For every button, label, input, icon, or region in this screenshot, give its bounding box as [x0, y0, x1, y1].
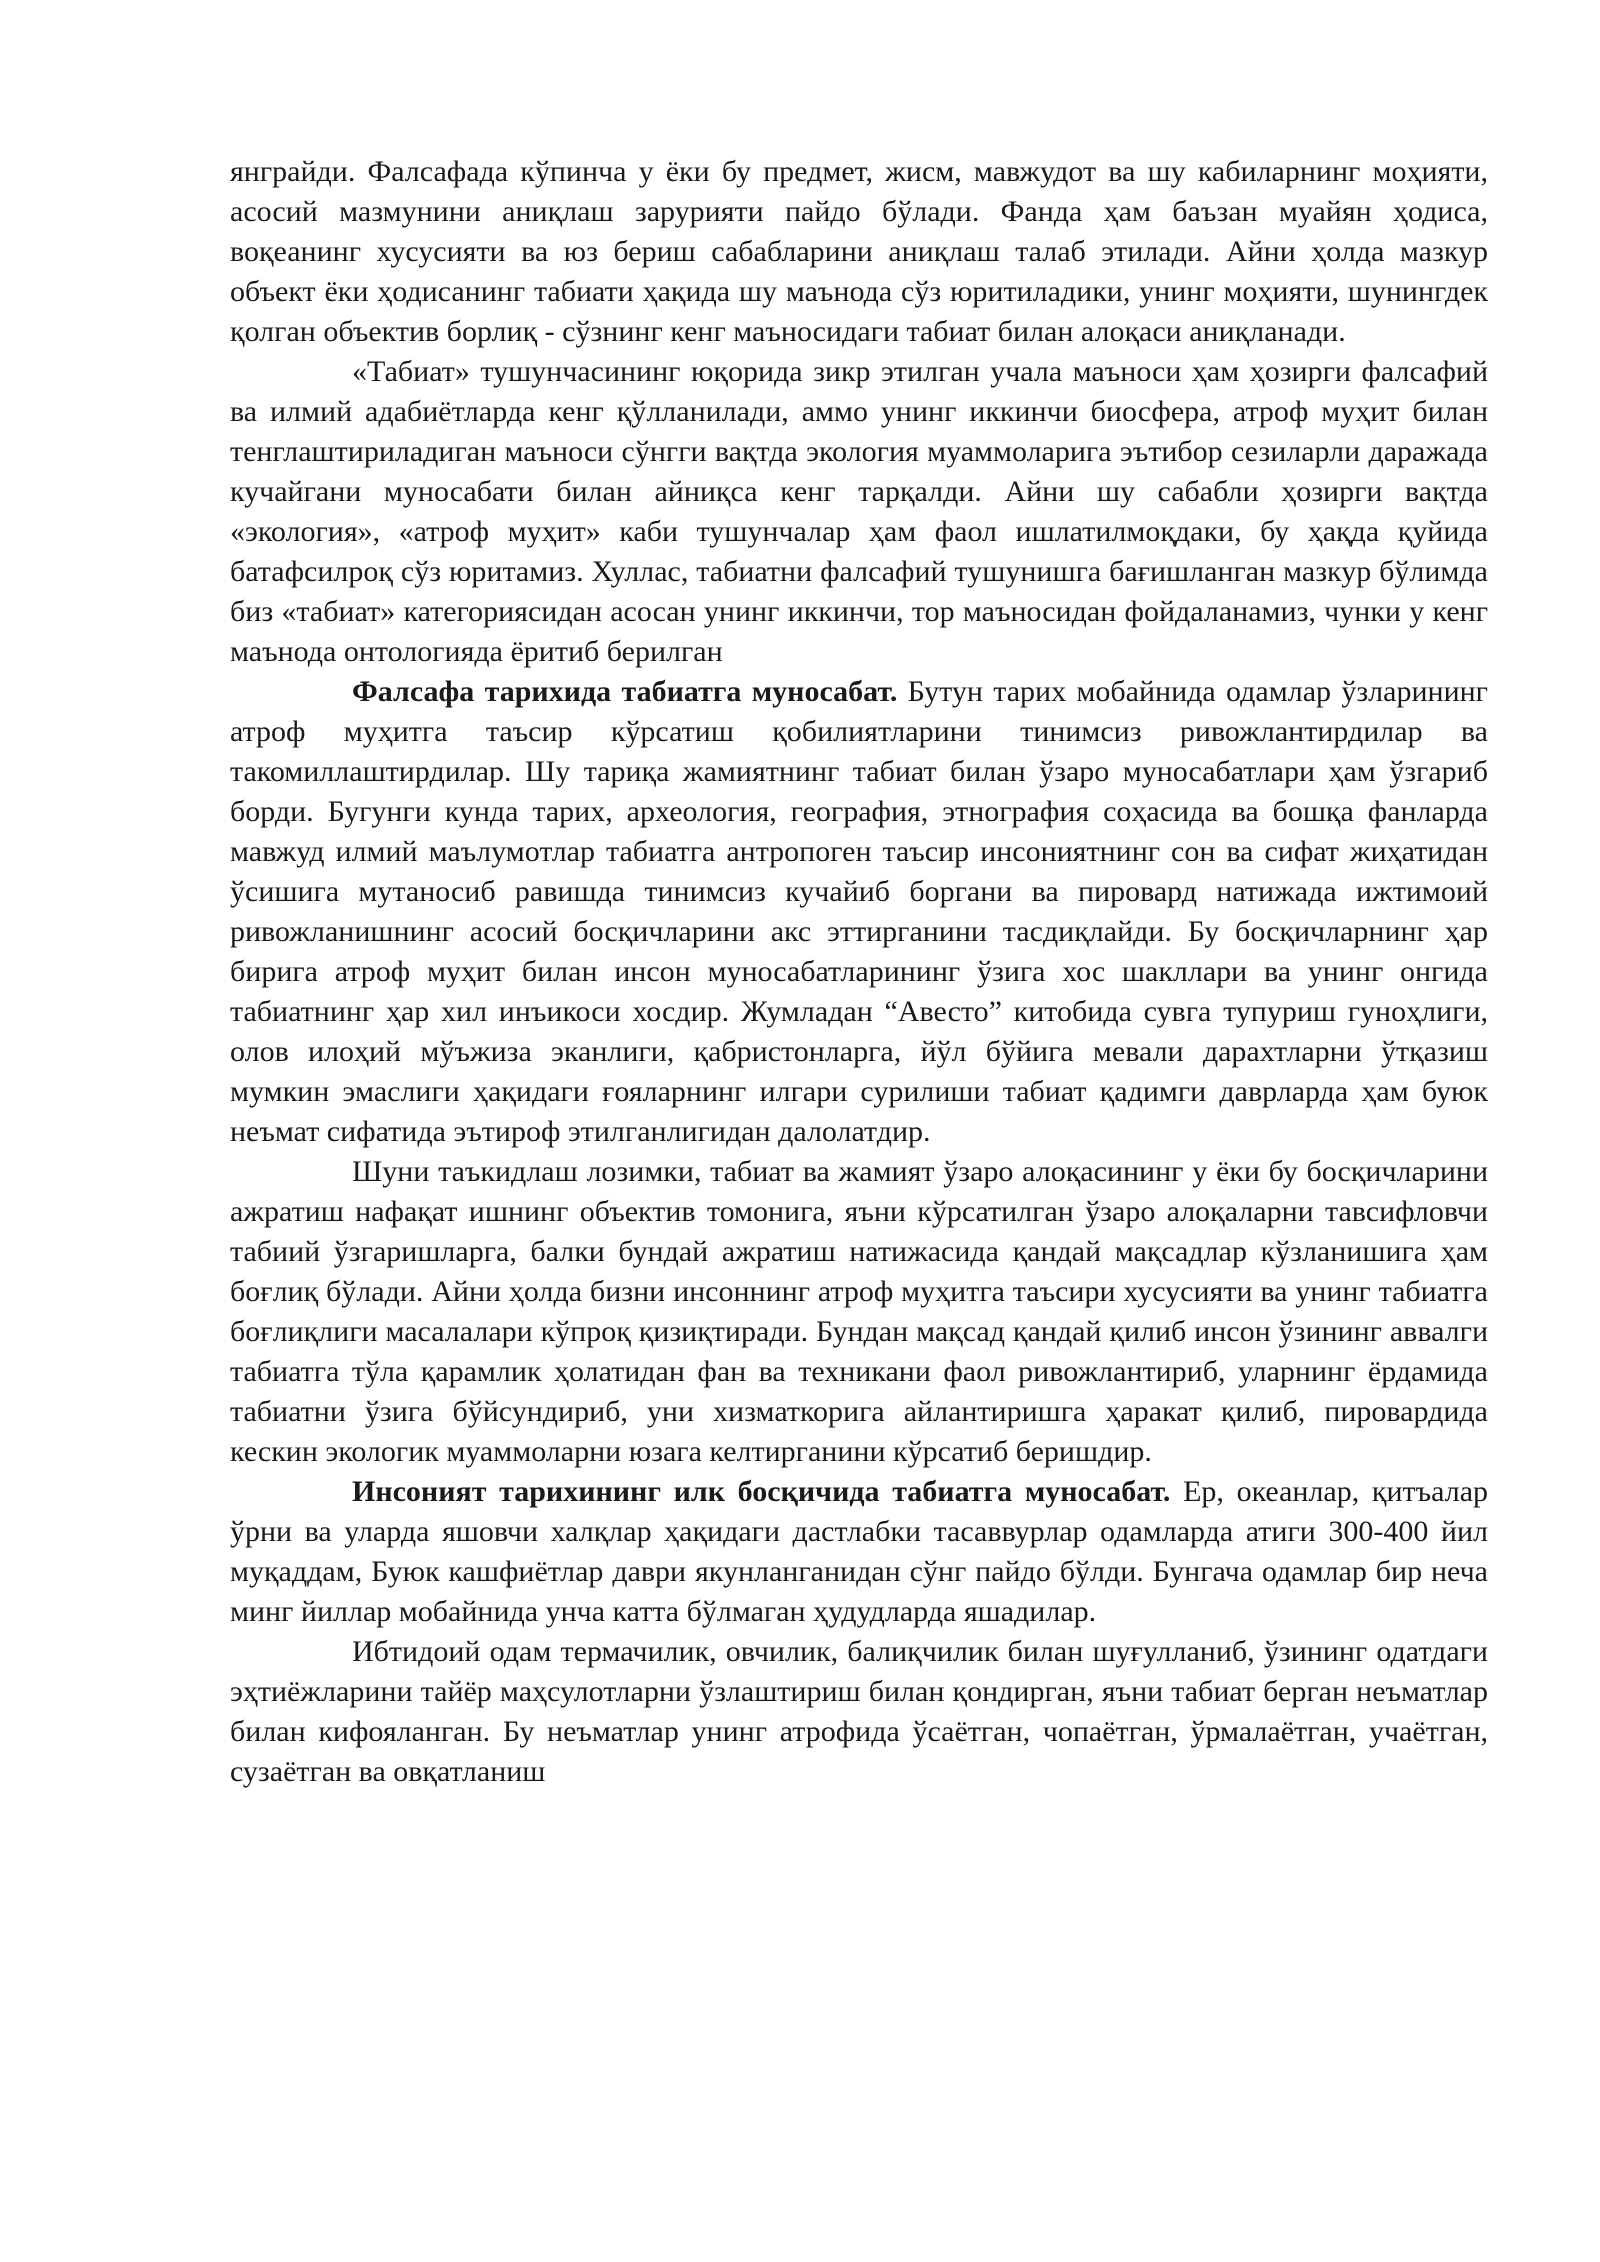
section-heading: Фалсафа тарихида табиатга муносабат. — [352, 675, 898, 708]
paragraph-1 — [230, 152, 1488, 352]
paragraph-6 — [230, 1632, 1488, 1792]
paragraph-text: «Табиат» тушунчасининг юқорида зикр этилган учала маъноси ҳам ҳозирги фалсафий ва илмий адабиётларда кенг қўлланилади, аммо унинг иккинчи биосфера, атроф муҳит билан тенглаштириладиган маъноси сўнгги вақтда экология муаммоларига эътибор сезиларли даражада кучайгани муносабати билан айниқса кенг тарқалди. Айни шу сабабли ҳозирги вақтда «экология», «атроф муҳит» каби тушунчалар ҳам фаол ишлатилмоқдаки, бу ҳақда қуйида батафсилроқ сўз юритамиз. Хуллас, табиатни фалсафий тушунишга бағишланган мазкур бўлимда биз «табиат» категориясидан асосан унинг иккинчи, тор маъносидан фойдаланамиз, чунки у кенг маънода онтологияда ёритиб берилган — [230, 355, 1488, 668]
paragraph-5 — [230, 1472, 1488, 1632]
paragraph-text: Бутун тарих мобайнида одамлар ўзларининг атроф муҳитга таъсир кўрсатиш қобилиятларини тинимсиз ривожлантирдилар ва такомиллаштирдилар. Шу тариқа жамиятнинг табиат билан ўзаро муносабатлари ҳам ўзгариб борди. Бугунги кунда тарих, археология, география, этнография соҳасида ва бошқа фанларда мавжуд илмий маълумотлар табиатга антропоген таъсир инсониятнинг сон ва сифат жиҳатидан ўсишига мутаносиб равишда тинимсиз кучайиб боргани ва пировард натижада ижтимоий ривожланишнинг асосий босқичларини акс эттирганини тасдиқлайди. Бу босқичларнинг ҳар бирига атроф муҳит билан инсон муносабатларининг ўзига хос шакллари ва унинг онгида табиатнинг ҳар хил инъикоси хосдир. Жумладан “Авесто” китобида сувга тупуриш гуноҳлиги, олов илоҳий мўъжиза эканлиги, қабристонларга, йўл бўйига мевали дарахтларни ўтқазиш мумкин эмаслиги ҳақидаги ғояларнинг илгари сурилиши табиат қадимги даврларда ҳам буюк неъмат сифатида эътироф этилганлигидан далолатдир. — [230, 675, 1488, 1148]
paragraph-3 — [230, 672, 1488, 1152]
paragraph-text: янграйди. Фалсафада кўпинча у ёки бу предмет, жисм, мавжудот ва шу кабиларнинг моҳияти, асосий мазмунини аниқлаш зарурияти пайдо бўлади. Фанда ҳам баъзан муайян ҳодиса, воқеанинг хусусияти ва юз бериш сабабларини аниқлаш талаб этилади. Айни ҳолда мазкур объект ёки ҳодисанинг табиати ҳақида шу маънода сўз юритиладики, унинг моҳияти, шунингдек қолган объектив борлиқ - сўзнинг кенг маъносидаги табиат билан алоқаси аниқланади. — [230, 155, 1488, 348]
section-heading: Инсоният тарихининг илк босқичида табиатга муносабат. — [352, 1475, 1171, 1508]
paragraph-2 — [230, 352, 1488, 672]
paragraph-4 — [230, 1152, 1488, 1472]
paragraph-text: Ибтидоий одам термачилик, овчилик, балиқчилик билан шуғулланиб, ўзининг одатдаги эҳтиёжларини тайёр маҳсулотларни ўзлаштириш билан қондирган, яъни табиат берган неъматлар билан кифояланган. Бу неъматлар унинг атрофида ўсаётган, чопаётган, ўрмалаётган, учаётган, сузаётган ва овқатланиш — [230, 1635, 1488, 1788]
paragraph-text: Ер, океанлар, қитъалар ўрни ва уларда яшовчи халқлар ҳақидаги дастлабки тасаввурлар одамларда атиги 300-400 йил муқаддам, Буюк кашфиётлар даври якунланганидан сўнг пайдо бўлди. Бунгача одамлар бир неча минг йиллар мобайнида унча катта бўлмаган ҳудудларда яшадилар. — [230, 1475, 1489, 1628]
paragraph-text: Шуни таъкидлаш лозимки, табиат ва жамият ўзаро алоқасининг у ёки бу босқичларини ажратиш нафақат ишнинг объектив томонига, яъни кўрсатилган ўзаро алоқаларни тавсифловчи табиий ўзгаришларга, балки бундай ажратиш натижасида қандай мақсадлар кўзланишига ҳам боғлиқ бўлади. Айни ҳолда бизни инсоннинг атроф муҳитга таъсири хусусияти ва унинг табиатга боғлиқлиги масалалари кўпроқ қизиқтиради. Бундан мақсад қандай қилиб инсон ўзининг аввалги табиатга тўла қарамлик ҳолатидан фан ва техникани фаол ривожлантириб, уларнинг ёрдамида табиатни ўзига бўйсундириб, уни хизматкорига айлантиришга ҳаракат қилиб, пировардида кескин экологик муаммоларни юзага келтирганини кўрсатиб беришдир. — [230, 1155, 1488, 1468]
document-body — [230, 152, 1488, 1792]
